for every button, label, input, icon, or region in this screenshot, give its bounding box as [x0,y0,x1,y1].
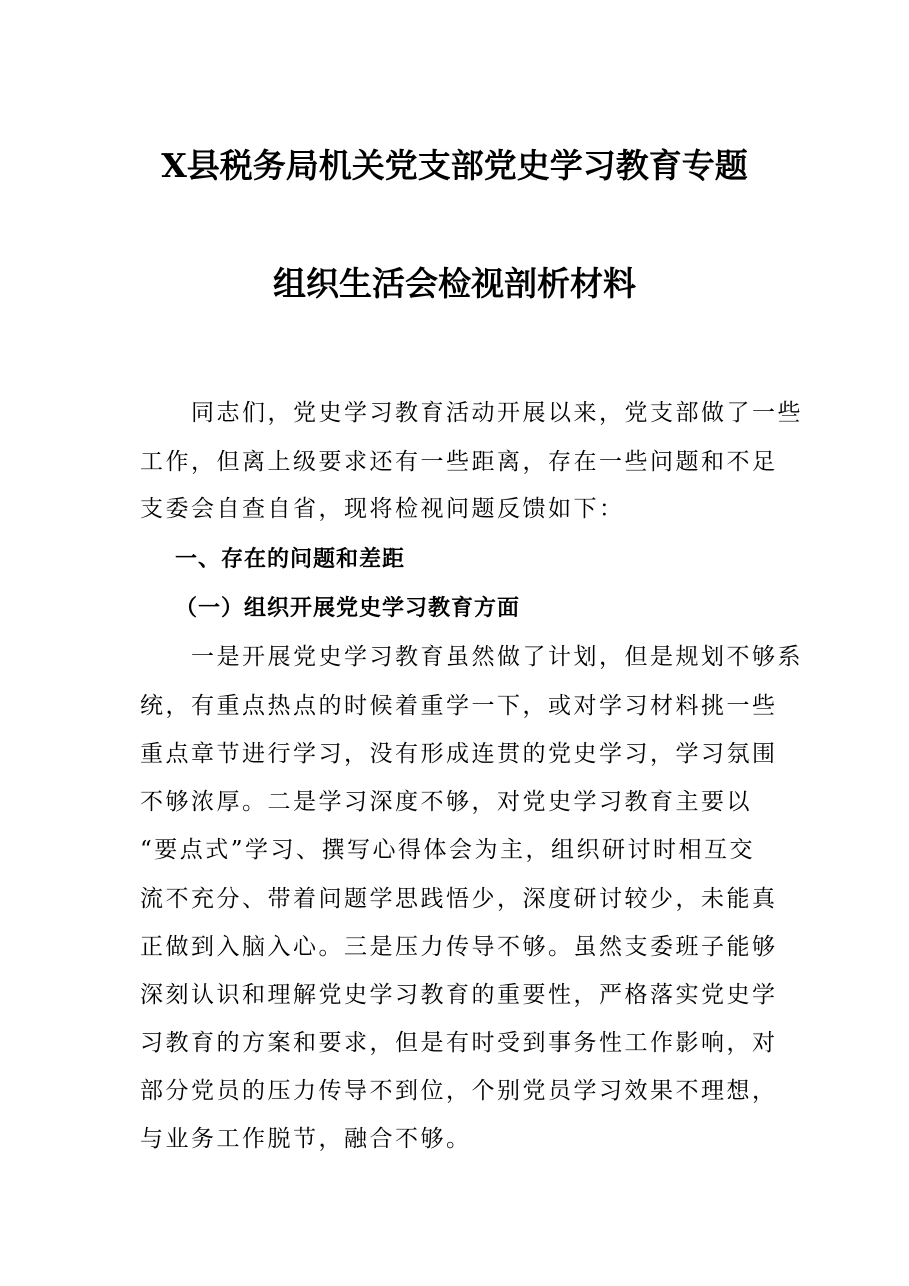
intro-line-2: 工作，但离上级要求还有一些距离，存在一些问题和不足 [140,449,778,475]
document-title-line-1: X县税务局机关党支部党史学习教育专题 [161,146,748,185]
body-line-6: 流不充分、带着问题学思践悟少，深度研讨较少，未能真 [140,886,778,912]
body-line-3: 重点章节进行学习，没有形成连贯的党史学习，学习氛围 [140,741,778,767]
body-line-1: 一是开展党史学习教育虽然做了计划，但是规划不够系 [140,644,803,670]
subsection-heading-1: （一）组织开展党史学习教育方面 [175,595,521,621]
body-line-5: “要点式”学习、撰写心得体会为主，组织研讨时相互交 [140,837,756,863]
document-title-line-2: 组织生活会检视剖析材料 [273,264,636,303]
body-line-11: 与业务工作脱节，融合不够。 [140,1126,472,1152]
section-heading-1: 一、存在的问题和差距 [175,546,406,572]
intro-line-1: 同志们，党史学习教育活动开展以来，党支部做了一些 [140,400,803,426]
body-line-9: 习教育的方案和要求，但是有时受到事务性工作影响，对 [140,1030,778,1056]
intro-line-3: 支委会自查自省，现将检视问题反馈如下： [140,496,625,522]
body-line-4: 不够浓厚。二是学习深度不够，对党史学习教育主要以 [140,789,752,815]
body-line-2: 统，有重点热点的时候着重学一下，或对学习材料挑一些 [140,693,778,719]
body-line-10: 部分党员的压力传导不到位，个别党员学习效果不理想， [140,1078,778,1104]
body-line-8: 深刻认识和理解党史学习教育的重要性，严格落实党史学 [140,982,778,1008]
body-line-7: 正做到入脑入心。三是压力传导不够。虽然支委班子能够 [140,934,778,960]
